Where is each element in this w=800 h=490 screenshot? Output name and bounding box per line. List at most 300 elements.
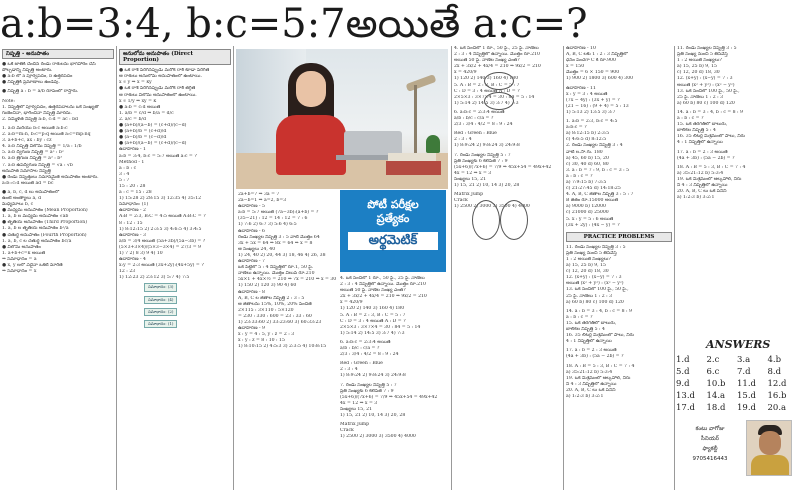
text-line: A:B = 2:3, B:C = 4:5 అయితే A:B:C = ? [119, 214, 206, 220]
text-line: 4 : 1 నిష్పత్తిలో ఉన్నాయి [677, 140, 723, 146]
text-line: c) 12, 20 d) 18, 30 [566, 269, 609, 275]
text-line: 11. రెండు సంఖ్యల నిష్పత్తి 3 : 5 [566, 244, 626, 250]
answer-item: 8.d [767, 367, 782, 377]
answer-item: 13.d [676, 391, 695, 401]
answer-item: 1.d [676, 355, 690, 365]
lamp-shape [406, 74, 437, 92]
text-line: 6. a:b:c = 2:3:4 అయితే [340, 339, 391, 345]
column-divider [451, 46, 452, 490]
text-line: 13. ఒక సంచిలో 100 పై., 50 పై., [566, 287, 629, 293]
column-5 [566, 46, 672, 490]
books-shape [388, 153, 436, 161]
column-text [119, 68, 231, 330]
column-1 [2, 46, 114, 490]
text-line: సంఖ్యలు 15, 21 [454, 176, 486, 182]
lamp-arm-shape [414, 85, 417, 155]
answer-tag: సమాధానం: (3) [144, 283, 177, 291]
text-line: a) 60 b) 80 c) 100 d) 120 [566, 299, 624, 305]
text-line: ● ఒక రాశి పెరిగినప్పుడు మరొక రాశి తగ్గితే [119, 86, 196, 92]
text-line: 4 : 1 నిష్పత్తిలో ఉన్నాయి [566, 339, 612, 345]
text-line: ● a:b లో a పూర్వపదం, b ఉత్తరపదం [2, 74, 73, 80]
text-line: a) 9000 b) 12000 [566, 204, 606, 210]
text-line: 19. ఒక మిశ్రమంలో ఆల్కహాల్, నీరు [566, 375, 631, 381]
text-line: 18. A : B = 5 : 3, B : C = 7 : 4 [566, 363, 635, 369]
text-line: ఉదాహరణ - 11 [566, 85, 596, 91]
text-line: ధనం పంచగా C కి రూ.900 [566, 58, 616, 64]
text-line: పోల్చడాన్ని నిష్పత్తి అంటారు. [2, 68, 53, 74]
text-line: ని 4 : 3 నిష్పత్తిలో ఉన్నాయి [677, 182, 728, 188]
text-line: 2 : 3 : 4 [454, 137, 472, 143]
text-line: a) 35:21:12 b) 5:3:4 [566, 369, 613, 375]
answer-item: 2.c [706, 355, 720, 365]
column-text [566, 245, 672, 400]
text-line: 15. ఒక తరగతిలో బాలురు, [566, 320, 617, 326]
text-line: ఉంటే అంత్యాలు a, d [2, 195, 42, 201]
text-line: అనుపాత సమాసాల నిష్పత్తి [2, 168, 51, 174]
text-line: 14. a : b = 3 : 4, b : c = 8 : 9 [677, 109, 743, 115]
text-line: ని 4 : 3 నిష్పత్తిలో ఉన్నాయి [566, 381, 617, 387]
text-line: x : y = 3 : 4 అయితే [566, 91, 608, 97]
text-line: ఉదాహరణ - 4 [119, 257, 146, 263]
text-line: ● (a−b)/b = (c−d)/d [119, 135, 167, 141]
text-line: c) 12, 20 d) 18, 30 [677, 70, 720, 76]
text-line: 4. ఒక సంచిలో 1 రూ., 50 పై., 25 పై. నాణేలు [454, 46, 539, 51]
text-line: ● ఒకే జాతికి చెందిన రెండు రాశులను భాగహారం చేసి [2, 62, 96, 68]
text-line: 1) 900 2) 1800 3) 600 4) 300 [566, 76, 634, 82]
text-line: 1) 23:33:60 2) 33:23:60 3) 60:33:23 [238, 319, 322, 325]
text-line: ● a:b = c:d అయితే [119, 104, 161, 110]
text-line: a) 45, 60 b) 15, 20 [566, 155, 609, 161]
text-line: అయితే (x² + y²) : (x² − y²) [566, 281, 624, 287]
author-role-2: ఫ్యాకల్టీ [702, 446, 718, 452]
banner-line-1: పోటీ పరీక్షల [367, 198, 419, 211]
text-line: x:y = 2:3 అయితే (3x+2y):(4x+5y) = ? [119, 263, 204, 269]
text-line: 11. రెండు సంఖ్యల నిష్పత్తి 3 : 5 [677, 46, 737, 51]
text-line: ప్రతి సంఖ్యకు 6 కలిపితే 7 : 9 [340, 388, 394, 394]
column-divider [116, 46, 117, 490]
answer-item: 19.d [737, 403, 756, 413]
text-line: 1) 8:12:15 2) 2:3:5 3) 4:6:5 4) 3:4:5 [119, 226, 202, 232]
text-line: 1) 5:14 2) 14:5 3) 3:7 4) 7:3 [340, 330, 405, 336]
text-line: ● (a+b)/b = (c+d)/d [119, 129, 167, 135]
text-line: Red : Green : Blue [340, 361, 383, 367]
text-line: 2/3 : 3/4 : 4/2 = 8 : 9 : 24 [454, 122, 513, 128]
text-line: 4. A, B, C జీతాల నిష్పత్తి 3 : 5 : 7 [566, 192, 634, 198]
text-line: ఉదాహరణ - 6 [238, 228, 265, 234]
text-line: 1) 15, 21 2) 10, 14 3) 20, 28 [454, 182, 520, 188]
venn-diagram [500, 200, 528, 240]
text-line: ● చతుర్థ అనుపాతం (Fourth Proportion) [2, 232, 87, 238]
text-line: ఉదాహరణ - 9 [238, 326, 265, 332]
text-line: Red : Green : Blue [454, 131, 497, 137]
text-line: 4. ఒక సంచిలో 1 రూ., 50 పై., 25 పై. నాణేలు [340, 276, 425, 281]
text-line: 4x = 12 ⇒ x = 3 [340, 400, 378, 406]
text-line: (7x − 4y) : (3x + y) = ? [566, 97, 620, 103]
venn-diagram [484, 92, 514, 110]
banner-line-2: ప్రత్యేకం [376, 212, 410, 225]
text-line: రెండు సంఖ్యల నిష్పత్తి 3 : 5 వాటి మొత్తం 64 [238, 234, 320, 240]
text-line: ● తృతీయ అనుపాతం (Third Proportion) [2, 220, 87, 226]
text-line: 7. రెండు సంఖ్యల నిష్పత్తి 5 : 7 [454, 152, 511, 158]
column-text [340, 276, 448, 440]
books-shape [386, 161, 441, 175]
answers-row [676, 354, 798, 366]
answers-row [676, 390, 798, 402]
topic-banner [340, 190, 446, 272]
text-line: Matrix Jump [340, 422, 370, 428]
text-line: a) 15, 25 b) 9, 15 [677, 64, 717, 70]
text-line: 12. (x+y) : (x−y) = 7 : 3 [566, 275, 622, 281]
answer-item: 14.a [706, 391, 726, 401]
text-line: 2 : 3 : 4 నిష్పత్తిలో ఉన్నాయి. మొత్తం రూ.210 [454, 52, 540, 58]
text-line: 1) 12:23 2) 23:12 3) 5:7 4) 7:5 [119, 275, 190, 281]
text-line: (5x+6)/(7x+6) = 7/9 ⇒ 45x+54 = 49x+42 [340, 394, 438, 400]
answer-item: 18.d [706, 403, 726, 413]
text-line: బాలికల నిష్పత్తి 5 : 4 [566, 327, 605, 333]
text-line: నాణేలు ఉన్నాయి. మొత్తం విలువ రూ.210 [238, 271, 315, 277]
author-phone: 9705416443 [692, 456, 728, 462]
text-line: a : b : c [119, 165, 137, 171]
text-line: 2x + 3x/2 + 4x/4 = 210 ⇒ 9x/2 = 210 [454, 64, 541, 70]
text-line: 25 పై. నాణేలు 1 : 2 : 3 [677, 94, 724, 100]
column-text [454, 46, 561, 210]
text-line: 5x×1 + 4x×½ = 210 ⇒ 7x = 210 ⇒ x = 30 [238, 277, 337, 283]
text-line: 2×5×3 : 3×7×4 = 30 : 84 = 5 : 14 [340, 324, 421, 330]
answers-row [676, 378, 798, 390]
text-line: ప్రతి సంఖ్య నుంచి 5 తీసివేస్తే [566, 250, 617, 256]
text-line: మొత్తం = 6 × 150 = 900 [566, 70, 620, 76]
text-line: a) 60 b) 80 c) 100 d) 120 [677, 100, 735, 106]
text-line: ● నిష్పత్తికి ప్రమాణాలు ఉండవు. [2, 80, 60, 86]
text-line: 1. a:b = 2:3, b:c = 4:5 [566, 119, 618, 125]
text-line: 2a−b=1 ⇒ a=2, b=3 [238, 198, 287, 204]
text-line: ఆ జీతాలను 15%, 10%, 20% పెంచితే [238, 301, 312, 307]
answer-item: 7.d [737, 367, 751, 377]
hero-photo-student [236, 49, 448, 189]
column-divider [563, 46, 564, 490]
text-line: x = 420/9 [454, 70, 477, 76]
text-line: c) 4:6:5 d) 8:12:5 [566, 137, 607, 143]
text-line: ● x, y లలో ఏదైనా ఒకటి మారితే [2, 263, 63, 268]
text-line: 1) 2500 2) 3000 3) 3500 4) 4000 [454, 204, 530, 210]
text-line: (5×3+3×4)/(5×3−3×4) = 27/3 = 9 [119, 244, 201, 250]
answers-grid [676, 354, 798, 414]
answer-item: 17.d [676, 403, 695, 413]
column-4 [454, 46, 561, 490]
text-line: ⇒ సమాధానం = a [2, 256, 37, 262]
text-line: ఆ రాశులు విలోమ అనుపాతంలో ఉంటాయి. [119, 92, 197, 98]
column-2 [119, 46, 231, 490]
text-line: a : c = 15 : 28 [119, 190, 152, 196]
text-line: 1) 24, 40 2) 20, 44 3) 18, 46 4) 26, 38 [238, 252, 326, 258]
headline: a:b=3:4, b:c=5:7అయితే a:c=? [0, 1, 588, 47]
banner-line-3: అర్థమెటిక్ [348, 232, 438, 250]
text-line: 2. a:b=m:n, b:c=p:q అయితే a:c=mp:nq [2, 132, 91, 138]
text-line: 20. A, B, C లు ఒక పనిని [566, 387, 616, 393]
text-line: ● నిష్పత్తి a : b = a/b రూపంలో రాస్తారు. [2, 89, 79, 95]
text-line: ● మధ్యమ అనుపాతం (Mean Proportion) [2, 208, 88, 214]
answer-tag: సమాధానం: (4) [144, 296, 177, 304]
author-name: కంటు వాగోజు [695, 426, 725, 432]
text-line: 2. a/c = b/d [119, 116, 146, 122]
text-line: Note: [2, 98, 15, 104]
answer-item: 16.b [767, 391, 787, 401]
column-6 [677, 46, 798, 336]
author-info [680, 424, 740, 464]
text-line: 17. a : b = 2 : 3 అయితే [677, 149, 728, 155]
text-line: a) 15, 25 b) 9, 15 [566, 263, 606, 269]
column-3 [238, 192, 338, 490]
column-text [677, 46, 798, 201]
text-line: x : y : z = 8 : 10 : 15 [238, 338, 285, 344]
text-line: a:b = 5:7 అయితే (7a−3b):(a+b) = ? [238, 210, 319, 216]
text-line: 6. a:b:c = 2:3:4 అయితే [454, 109, 505, 115]
text-line: ● (a+b)/(a−b) = (c+d)/(c−d) [119, 141, 187, 147]
student-body [276, 115, 346, 175]
venn-diagram [484, 72, 514, 90]
text-line: a : b : c = ? [677, 116, 704, 122]
column-3b [340, 276, 448, 490]
answers-row [676, 366, 798, 378]
text-line: 1) 2500 2) 3000 3) 3500 4) 4000 [340, 434, 416, 440]
text-line: ● రెండు నిష్పత్తులు సమానమైతే అనుపాతం అంటారు. [2, 174, 99, 180]
answer-tag: సమాధానం: (2) [144, 308, 177, 316]
text-line: 15 : 20 : 28 [119, 183, 146, 189]
text-line: A, B, C లకు 1 : 2 : 3 నిష్పత్తిలో [566, 52, 628, 58]
answer-item: 5.d [676, 367, 690, 377]
text-line: 1 : 2 అయితే సంఖ్యలు? [566, 257, 611, 262]
text-line: 1) 5:13 2) 13:5 3) 3:7 [566, 109, 616, 115]
text-line: 1. a, b ల మధ్యమ అనుపాతం √ab [2, 214, 69, 220]
text-line: a) 1:2:3 b) 3:2:1 [566, 393, 604, 399]
text-line: మధ్యమాలు b, c [2, 202, 34, 208]
text-line: 5. A : B = 2 : 3, B : C = 5 : 7 [454, 82, 520, 88]
text-line: a) 35:21:12 b) 5:3:4 [677, 170, 724, 176]
text-line: Matrix Jump [454, 192, 484, 198]
text-line: 12. (x+y) : (x−y) = 7 : 3 [677, 76, 733, 82]
text-line: అయితే 50 పై. నాణేల సంఖ్య ఎంత? [454, 58, 520, 64]
text-line: 19. ఒక మిశ్రమంలో ఆల్కహాల్, నీరు [677, 176, 742, 182]
text-line: 12 : 23 [119, 269, 136, 275]
text-line: 5. A : B = 2 : 3, B : C = 5 : 7 [340, 312, 406, 318]
text-line: 1) 15:28 2) 28:15 3) 12:35 4) 35:12 [119, 196, 202, 202]
text-line: 2. రెండు సంఖ్యల నిష్పత్తి 3 : 4 [566, 143, 623, 149]
author-shirt [751, 455, 789, 476]
text-line: 13. ఒక సంచిలో 100 పై., 50 పై., [677, 88, 740, 94]
text-line: 1) 15, 21 2) 10, 14 3) 20, 28 [340, 412, 406, 418]
text-line: 2/3 : 3/4 : 4/2 = 8 : 9 : 24 [340, 352, 399, 358]
section-title: PRACTICE PROBLEMS [566, 232, 672, 242]
text-line: a:b::c:d అయితే ad = bc [2, 180, 54, 186]
column-text [2, 62, 114, 275]
text-line: 8 : 12 : 15 [119, 220, 143, 226]
student-face [296, 71, 326, 107]
text-line: 1. a/b = c/d ⇒ b/a = d/c [119, 110, 174, 116]
text-line: a) 1:2:3 b) 3:2:1 [677, 195, 715, 201]
text-line: 14. a : b = 3 : 4, b : c = 8 : 9 [566, 308, 632, 314]
text-line: 1) 120 2) 140 3) 160 4) 180 [340, 306, 405, 312]
text-line: ఉదాహరణ - 10 [566, 46, 596, 51]
answer-item: 4.b [767, 355, 782, 365]
venn-diagram [472, 200, 500, 240]
text-line: x : y = 4 : 5, y : z = 2 : 3 [238, 332, 295, 338]
text-line: 2 : 3 : 4 నిష్పత్తిలో ఉన్నాయి. మొత్తం రూ.210 [340, 282, 426, 288]
text-line: 1. a+b+c=k అయితే [2, 250, 46, 256]
text-line: వాటి ల.సా.గు. 180 [566, 149, 603, 155]
answer-item: 6.c [706, 367, 720, 377]
answer-item: 15.d [737, 391, 756, 401]
answer-item: 3.a [737, 355, 751, 365]
text-line: B జీతం రూ.15000 అయితే [566, 198, 619, 204]
section-title: అనులోమ అనుపాతం (Direct Proportion) [119, 49, 231, 65]
text-line: 5. a:b ద్విగుణ నిష్పత్తి = a² : b² [2, 150, 64, 156]
answer-item: 11.d [737, 379, 756, 389]
text-line: 5 : 7 [119, 177, 130, 183]
text-line: A, B, C ల జీతాల నిష్పత్తి 2 : 3 : 5 [238, 295, 305, 301]
text-line: 17. a : b = 2 : 3 అయితే [566, 348, 617, 354]
answers-title: ANSWERS [706, 338, 771, 351]
text-line: 1) 7 2) 8 3) 9 4) 10 [119, 251, 163, 256]
text-line: బాలికల నిష్పత్తి 5 : 4 [677, 128, 716, 134]
column-text [238, 192, 338, 350]
author-role: సీనియర్ [700, 436, 720, 442]
text-line: 15. ఒక తరగతిలో బాలురు, [677, 122, 728, 128]
text-line: 3x + 5x = 64 ⇒ 8x = 64 ⇒ x = 8 [238, 240, 313, 246]
text-line: 16. 35 లీటర్ల మిశ్రమంలో పాలు, నీరు [566, 333, 634, 339]
text-line: x ∝ 1/y ⇒ xy = k [119, 98, 157, 104]
text-line: ● ఒక రాశి పెరిగినప్పుడు మరొక రాశి కూడా పెరిగితే [119, 68, 210, 74]
column-divider [674, 46, 675, 490]
answer-item: 12.d [767, 379, 787, 389]
text-line: 1) 7:6 2) 6:7 3) 5:6 4) 6:5 [238, 222, 297, 228]
text-line: 2a+b=7 ⇒ 3a = 7 [238, 192, 280, 197]
text-line: అయితే 50 పై. నాణేల సంఖ్య ఎంత? [340, 288, 406, 294]
text-line: Crack [454, 198, 468, 204]
text-line: 3. a+b+c, ax : by : cz [2, 138, 52, 144]
text-line: C : D = 3 : 4 అయితే A : D = ? [454, 88, 520, 94]
text-line: (4a + 3b) : (5a − 2b) = ? [566, 354, 624, 360]
text-line: c) 21000 d) 25000 [566, 210, 609, 216]
text-line: 1) 8:9:24 2) 9:8:24 3) 24:9:8 [340, 373, 406, 379]
text-line: 20. A, B, C లు ఒక పనిని [677, 189, 727, 195]
text-line: ⇒ సమాధానం = x [2, 269, 37, 275]
text-line: 2 : 3 : 4 [340, 367, 358, 373]
text-line: = 230 : 330 : 600 = 23 : 33 : 60 [238, 313, 312, 319]
text-line: 18. A : B = 5 : 3, B : C = 7 : 4 [677, 164, 746, 170]
text-line: ఉదాహరణ - 7 [238, 259, 265, 265]
text-line: ఒక పెట్టెలో 5 : 4 నిష్పత్తిలో రూ.1, 50 పై. [238, 265, 314, 271]
text-line: x ∝ y ⇒ x = ky [119, 80, 152, 86]
text-line: ఉదాహరణ - 8 [238, 289, 265, 295]
text-line: (5x+6)/(7x+6) = 7/9 ⇒ 45x+54 = 49x+42 [454, 164, 552, 170]
answer-tag: సమాధానం: (1) [144, 320, 177, 328]
text-line: 6. a:b త్రిగుణ నిష్పత్తి = a³ : b³ [2, 156, 63, 162]
column-divider [233, 46, 234, 490]
section-title: నిష్పత్తి - అనుపాతం [2, 49, 114, 59]
text-line: (4a + 3b) : (5a − 2b) = ? [677, 155, 735, 161]
text-line: 16. 35 లీటర్ల మిశ్రమంలో పాలు, నీరు [677, 134, 745, 140]
plant-shape [426, 135, 440, 153]
text-line: 1. a, b ల తృతీయ అనుపాతం b²/a [2, 226, 69, 232]
text-line: ● a, b, c, d లు అనుపాతంలో [2, 189, 60, 195]
text-line: 1) 8:10:15 2) 4:5:3 3) 2:3:5 4) 10:8:15 [238, 344, 327, 350]
text-line: a/b : b/c : c/a = ? [454, 116, 494, 122]
author-card [676, 418, 800, 490]
text-line: a:b:c = ? [566, 125, 587, 131]
text-line: ఉదాహరణ - 1 [119, 147, 146, 153]
text-line: (21 − 16) : (9 + 4) = 5 : 13 [566, 103, 629, 109]
text-line: a) 8:12:15 b) 2:3:5 [566, 131, 610, 137]
text-line: 7. రెండు సంఖ్యల నిష్పత్తి 5 : 7 [340, 382, 397, 388]
text-line: సంఖ్యలు 15, 21 [340, 406, 372, 412]
text-line: 1) 8:9:24 2) 9:8:24 3) 24:9:8 [454, 143, 520, 149]
text-line: ● (a+b)/(a−b) = (c+d)/(c−d) [119, 123, 187, 129]
text-line: (3x + 2y) : (4x − y) = ? [566, 222, 620, 228]
text-line: a/b : b/c : c/a = ? [340, 346, 380, 352]
text-line: a) 7:9:15 b) 7:3:5 [566, 179, 607, 185]
text-line: అయితే (x² + y²) : (x² − y²) [677, 82, 735, 88]
text-line: (35−21) : 12 = 14 : 12 = 7 : 6 [238, 216, 308, 222]
author-photo [746, 420, 792, 476]
text-line: ఉదాహరణ - 5 [238, 204, 265, 210]
answer-item: 20.a [767, 403, 787, 413]
answer-item: 10.b [706, 379, 726, 389]
text-line: Method - 1 [119, 159, 145, 165]
text-line: 2x + 3x/2 + 4x/4 = 210 ⇒ 9x/2 = 210 [340, 294, 427, 300]
text-line: a : b : c = ? [566, 173, 593, 179]
text-line: ఆ సంఖ్యలు 24, 40 [238, 246, 276, 252]
text-line: 1. a:b మరియు b:c అయితే a:b:c [2, 125, 68, 131]
text-line: 2×5×3 : 3×7×4 = 30 : 84 = 5 : 14 [454, 94, 535, 100]
text-line: 1. నిష్పత్తిలో పూర్వపదం, ఉత్తరపదాలను ఒకే సంఖ్యతో [2, 104, 99, 110]
text-line: 1) 5:14 2) 14:5 3) 3:7 4) 7:3 [454, 100, 519, 106]
text-line: 5. x : y = 5 : 6 అయితే [566, 216, 614, 222]
text-line: 3 : 4 [119, 171, 130, 177]
text-line: 2×115 : 3×110 : 5×120 [238, 307, 294, 313]
author-face [759, 431, 781, 455]
text-line: c) 30, 40 d) 60, 80 [566, 161, 609, 167]
text-line: a:b = 3:4, b:c = 5:7 అయితే a:c = ? [119, 153, 197, 159]
text-line: 2. సమ్మిళిత నిష్పత్తి a:b, c:d = ac : bd [2, 116, 78, 122]
text-line: ఉదాహరణ - 2 [119, 208, 146, 214]
text-line: 3. a : b = 7 : 9, b : c = 3 : 5 [566, 167, 630, 173]
text-line: a/b = 3/4 అయితే (5a+3b)/(5a−3b) = ? [119, 238, 206, 244]
text-line: ఆ రాశులు అనులోమ అనుపాతంలో ఉంటాయి. [119, 74, 202, 80]
text-line: గుణించినా, భాగించినా నిష్పత్తి మారదు. [2, 110, 72, 116]
text-line: ● విలోమ అనుపాతం [2, 244, 41, 250]
text-line: సమాధానం: (1) [119, 202, 149, 208]
text-line: 4x = 12 ⇒ x = 3 [454, 170, 492, 176]
text-line: 1. a, b, c ల చతుర్థ అనుపాతం bc/a [2, 238, 72, 244]
text-line: c) 21:27:45 d) 14:18:25 [566, 186, 621, 192]
text-line: 7. a:b ఉపద్విగుణ నిష్పత్తి = √a : √b [2, 162, 73, 168]
text-line: x = 150 [566, 64, 585, 70]
text-line: 1 : 2 అయితే సంఖ్యలు? [677, 58, 722, 64]
text-line: 4. a:b నిష్పత్తి విలోమ నిష్పత్తి = 1/a : 1/b [2, 144, 82, 150]
text-line: ఉదాహరణ - 3 [119, 232, 146, 238]
text-line: 1) 150 2) 120 3) 90 4) 60 [238, 283, 297, 289]
text-line: 1) 120 2) 140 3) 160 4) 180 [454, 76, 519, 82]
text-line: x = 420/9 [340, 300, 363, 306]
text-line: ప్రతి సంఖ్యకు 6 కలిపితే 7 : 9 [454, 158, 508, 164]
text-line: C : D = 3 : 4 అయితే A : D = ? [340, 318, 406, 324]
text-line: ప్రతి సంఖ్య నుంచి 5 తీసివేస్తే [677, 52, 728, 58]
text-line: Crack [340, 428, 354, 434]
text-line: 25 పై. నాణేలు 1 : 2 : 3 [566, 293, 613, 299]
answers-row [676, 402, 798, 414]
answer-item: 9.d [676, 379, 690, 389]
text-line: a : b : c = ? [566, 314, 593, 320]
